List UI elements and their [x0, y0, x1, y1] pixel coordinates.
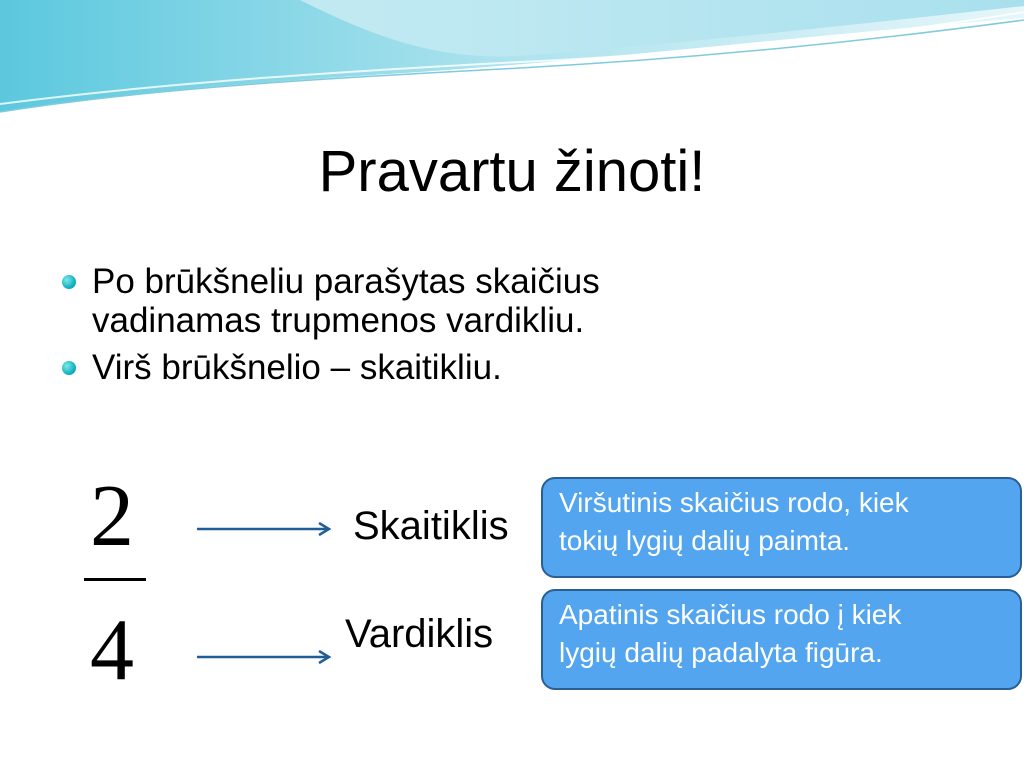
bullet-dot-icon	[62, 275, 76, 289]
bullet-list	[60, 262, 960, 395]
denominator-explanation-box	[541, 589, 1022, 690]
numerator-explanation-box	[541, 477, 1022, 578]
fraction-bar	[84, 578, 146, 581]
callout-line: tokių lygių dalių paimta.	[559, 525, 851, 556]
bullet-line: Virš brūkšnelio – skaitikliu.	[92, 348, 502, 387]
bullet-line: Po brūkšneliu parašytas skaičius	[92, 262, 600, 301]
bullet-line: vadinamas trupmenos vardikliu.	[92, 301, 585, 340]
arrow-right-icon	[195, 518, 335, 540]
header-wave-decoration	[0, 0, 1024, 130]
slide-title: Pravartu žinoti!	[318, 139, 706, 204]
callout-line: lygių dalių padalyta figūra.	[559, 637, 883, 668]
bullet-item	[60, 262, 960, 340]
numerator-term-label: Skaitiklis	[353, 504, 509, 548]
denominator-term-label: Vardiklis	[345, 612, 494, 656]
callout-line: Apatinis skaičius rodo į kiek	[559, 599, 902, 630]
arrow-right-icon	[195, 646, 335, 668]
bullet-item	[60, 348, 960, 387]
bullet-dot-icon	[62, 361, 76, 375]
fraction-denominator: 4	[90, 602, 134, 699]
callout-line: Viršutinis skaičius rodo, kiek	[559, 487, 909, 518]
fraction-numerator: 2	[90, 468, 134, 565]
